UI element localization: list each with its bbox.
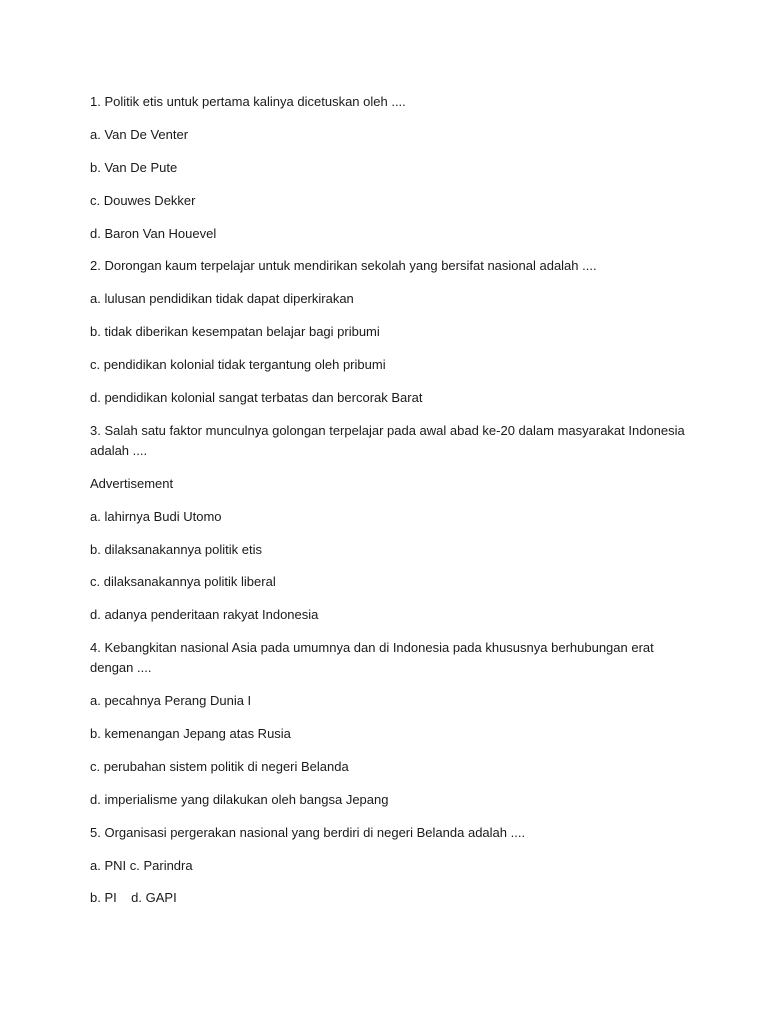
question-4-option-b: b. kemenangan Jepang atas Rusia xyxy=(90,726,291,742)
question-4-option-a: a. pecahnya Perang Dunia I xyxy=(90,693,252,709)
question-5: 5. Organisasi pergerakan nasional yang berdiri di negeri Belanda adalah .... xyxy=(90,824,526,840)
question-2-option-d: d. pendidikan kolonial sangat terbatas dan bercorak Barat xyxy=(90,390,423,406)
question-3: 3. Salah satu faktor munculnya golongan terpelajar pada awal abad ke-20 dalam masyarakat Indonesia adalah .... xyxy=(90,422,689,458)
question-5-options-row-1: a. PNI c. Parindra xyxy=(90,857,193,873)
question-5-options-row-2: b. PI d. GAPI xyxy=(90,890,177,906)
question-1: 1. Politik etis untuk pertama kalinya dicetuskan oleh .... xyxy=(90,94,406,109)
question-1-option-c: c. Douwes Dekker xyxy=(90,192,196,208)
question-2: 2. Dorongan kaum terpelajar untuk mendirikan sekolah yang bersifat nasional adalah .... xyxy=(90,258,597,274)
question-4: 4. Kebangkitan nasional Asia pada umumnya dan di Indonesia pada khususnya berhubungan erat dengan .... xyxy=(90,640,658,676)
question-1-option-a: a. Van De Venter xyxy=(90,126,189,142)
question-3-option-d: d. adanya penderitaan rakyat Indonesia xyxy=(90,607,319,623)
advertisement-label: Advertisement xyxy=(90,475,174,491)
question-3-option-b: b. dilaksanakannya politik etis xyxy=(90,541,262,557)
question-1-option-b: b. Van De Pute xyxy=(90,159,178,175)
question-4-option-c: c. perubahan sistem politik di negeri Belanda xyxy=(90,758,349,774)
question-4-option-d: d. imperialisme yang dilakukan oleh bangsa Jepang xyxy=(90,791,389,807)
question-1-option-d: d. Baron Van Houevel xyxy=(90,225,217,241)
question-3-option-c: c. dilaksanakannya politik liberal xyxy=(90,574,276,590)
question-2-option-b: b. tidak diberikan kesempatan belajar bagi pribumi xyxy=(90,324,380,340)
question-3-option-a: a. lahirnya Budi Utomo xyxy=(90,508,222,524)
document-content xyxy=(90,92,690,921)
question-2-option-a: a. lulusan pendidikan tidak dapat diperkirakan xyxy=(90,291,354,307)
question-2-option-c: c. pendidikan kolonial tidak tergantung oleh pribumi xyxy=(90,357,386,373)
